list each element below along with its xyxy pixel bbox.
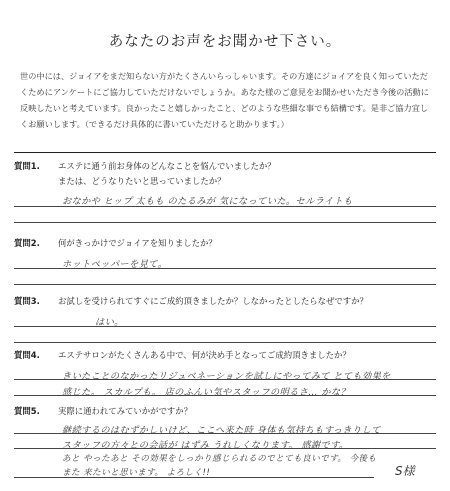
question-4-number: 質問4. <box>14 350 40 360</box>
intro-text: 世の中には、ジョイアをまだ知らない方がたくさんいらっしゃいます。その方達にジョイアを良く知っていただくためにアンケートにご協力していただけないでしょうか。あなた様のご意見をお聞かせいただき今後の活動に反映したいと考えています。良かったこと嬉しかったこと、どのような些細な事でも結構です。是非ご協力宜しくお願いします。（できるだけ具体的に書いていただけると助かります。） <box>20 71 429 129</box>
answer-5-line-3: あと やったあと その効果をしっかり感じられるのでとても良いです。 今後も <box>62 454 377 464</box>
divider <box>14 152 436 153</box>
answer-3-line-1: はい。 <box>95 317 124 328</box>
question-5-text: 実際に通われてみていかがですか？ <box>58 406 192 416</box>
answer-rule <box>14 395 436 396</box>
page-title: あなたのお声をお聞かせ下さい。 <box>108 34 342 50</box>
question-1 <box>14 159 436 189</box>
question-3-line <box>14 294 436 309</box>
question-5-line <box>14 404 436 419</box>
question-3-text: お試しを受けられてすぐにご成約頂きましたか？しなかったとしたらなぜですか？ <box>58 296 368 306</box>
question-5 <box>14 404 436 419</box>
answer-rule <box>14 477 374 478</box>
question-3-number: 質問3. <box>14 296 40 306</box>
question-4 <box>14 348 436 363</box>
answer-rule <box>14 222 436 223</box>
question-1-line <box>14 159 436 174</box>
answer-1-line-1: おなかや ヒップ 太もも のたるみが 気になっていた。セルライトも <box>62 196 353 207</box>
question-3 <box>14 294 436 309</box>
question-2-text: 何がきっかけでジョイアを知りましたか？ <box>58 238 217 248</box>
question-1-text: エステに通う前お身体のどんなことを悩んでいましたか？ <box>58 161 276 171</box>
answer-5-line-2: スタッフの方々との会話が はずみ うれしくなります。 感謝です。 <box>62 440 349 451</box>
question-2 <box>14 236 436 251</box>
answer-2-line-1: ホットペッパーを見て。 <box>62 259 168 270</box>
answer-rule <box>14 379 436 380</box>
answer-4-line-2: 感じた。 スカルプも。 店のふんい気やスタッフの明るさ… かな？ <box>62 387 350 398</box>
question-4-line <box>14 348 436 363</box>
answer-5-line-4: また 来たいと思います。 よろしく!! <box>62 468 211 478</box>
answer-rule <box>14 206 436 207</box>
answer-rule <box>14 268 436 269</box>
question-2-number: 質問2. <box>14 238 40 248</box>
question-5-number: 質問5. <box>14 406 40 416</box>
answer-rule <box>14 326 436 327</box>
question-4-text: エステサロンがたくさんある中で、何が決め手となってご成約頂きましたか？ <box>58 350 351 360</box>
answer-rule <box>14 433 436 434</box>
question-1-sub: または、どうなりたいと思っていましたか？ <box>58 176 226 186</box>
answer-4-line-1: きいたことのなかったリジュベネーションを試しにやってみて とても効果を <box>62 371 391 382</box>
question-1-number: 質問1. <box>14 161 40 171</box>
signature: S様 <box>395 464 415 478</box>
answer-5-line-1: 継続するのはむずかしいけど、ここへ来た時 身体も気持ちもすっきりして <box>62 425 381 436</box>
answer-rule <box>14 342 436 343</box>
answer-rule <box>14 448 436 449</box>
answer-rule <box>14 284 436 285</box>
question-2-line <box>14 236 436 251</box>
